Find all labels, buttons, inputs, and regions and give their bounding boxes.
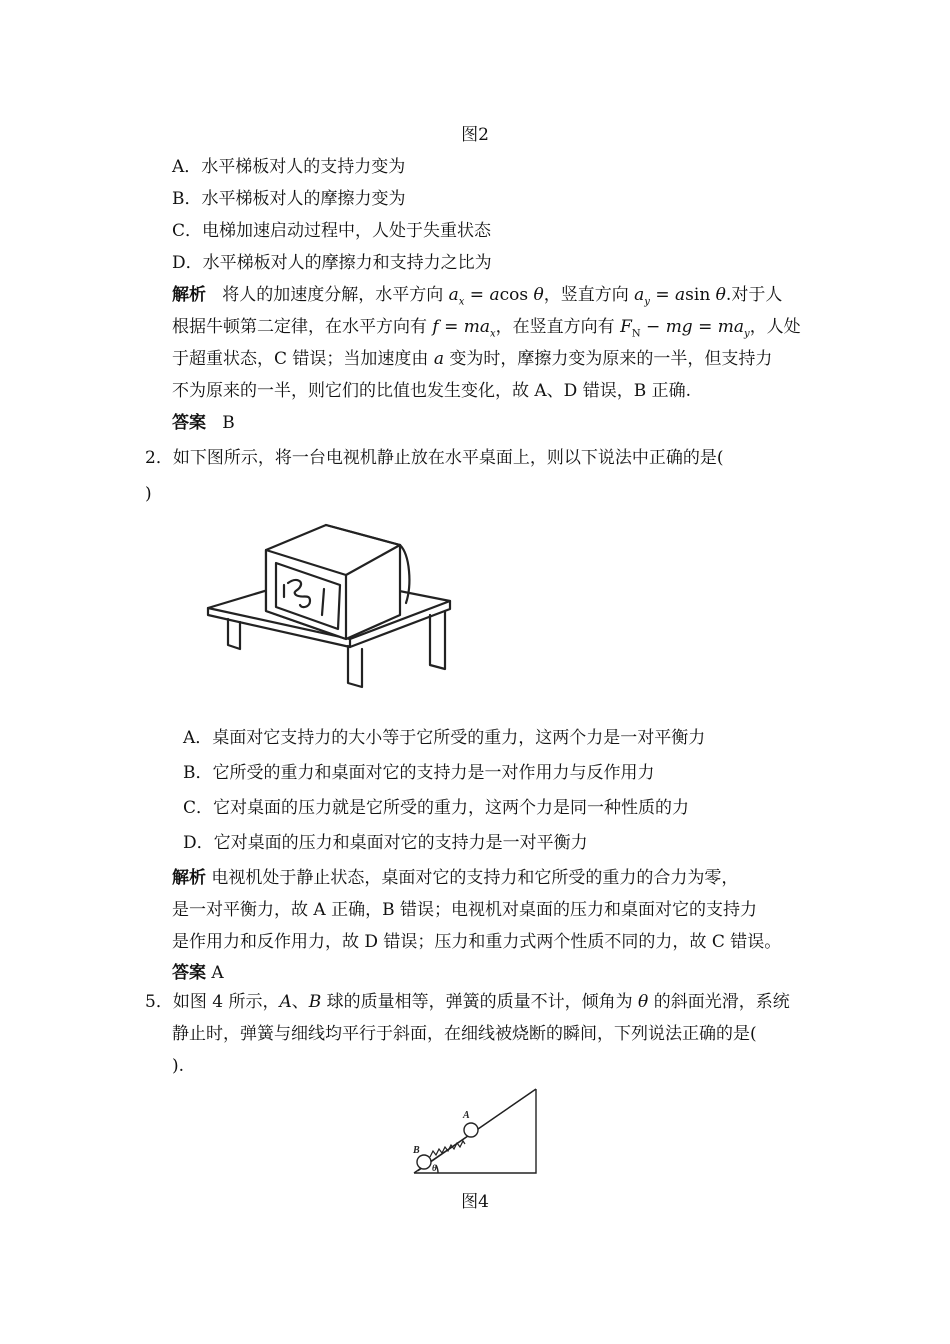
sin: sin — [685, 285, 716, 305]
subscript-x: x — [490, 328, 496, 340]
var-theta: θ — [638, 992, 649, 1012]
q2-option-c: C．它对桌面的压力就是它所受的重力，这两个力是同一种性质的力 — [183, 798, 690, 818]
tv-on-table-figure — [200, 515, 465, 695]
q1-analysis-line-2 — [172, 315, 801, 346]
q5-stem-line-2: 静止时，弹簧与细线均平行于斜面，在细线被烧断的瞬间，下列说法正确的是( — [172, 1024, 757, 1044]
q1-analysis-text: ，在竖直方向有 — [495, 317, 621, 337]
incline-figure — [408, 1085, 543, 1180]
var-a: a — [634, 285, 645, 305]
q5-stem-text: 的斜面光滑，系统 — [648, 992, 790, 1012]
eq: = — [464, 285, 490, 305]
var-mg: mg — [665, 317, 693, 337]
q1-analysis-label: 解析 — [172, 285, 206, 305]
label-a: A — [463, 1110, 470, 1121]
q1-analysis-text: .对于人 — [725, 285, 783, 305]
subscript-y: y — [744, 328, 750, 340]
var-A: A — [279, 992, 292, 1012]
q1-analysis-text: 根据牛顿第二定律，在水平方向有 — [172, 317, 433, 337]
q5-stem-text: 5．如图 4 所示， — [145, 992, 280, 1012]
q1-analysis-text: ，竖直方向 — [543, 285, 635, 305]
q1-answer-label: 答案 — [172, 413, 206, 433]
subscript-N: N — [631, 328, 641, 340]
ball-b — [417, 1155, 431, 1169]
q1-option-b: B．水平梯板对人的摩擦力变为 — [172, 189, 406, 209]
var-F: F — [620, 317, 632, 337]
eq: = — [692, 317, 718, 337]
q2-answer — [172, 961, 224, 985]
figure-4-caption: 图4 — [461, 1192, 489, 1212]
var-theta: θ — [533, 285, 544, 305]
var-ma: ma — [717, 317, 745, 337]
q1-option-d: D．水平梯板对人的摩擦力和支持力之比为 — [172, 253, 492, 273]
q2-analysis-label: 解析 — [172, 868, 206, 888]
q1-analysis-text: ，人处 — [749, 317, 801, 337]
q2-analysis-line-1 — [172, 866, 738, 890]
q2-option-a: A．桌面对它支持力的大小等于它所受的重力，这两个力是一对平衡力 — [183, 728, 706, 748]
q2-analysis-text: 电视机处于静止状态，桌面对它的支持力和它所受的重力的合力为零， — [211, 868, 739, 888]
q1-analysis-line-3 — [172, 347, 772, 371]
label-b: B — [413, 1145, 420, 1156]
var-theta: θ — [715, 285, 726, 305]
q2-answer-label: 答案 — [172, 963, 206, 983]
q5-stem-text: 球的质量相等，弹簧的质量不计，倾角为 — [321, 992, 639, 1012]
subscript-y: y — [644, 296, 650, 308]
spring — [430, 1141, 465, 1157]
q1-analysis-text: 将人的加速度分解，水平方向 — [222, 285, 449, 305]
var-a: a — [433, 349, 444, 369]
q1-analysis-line-1 — [172, 283, 782, 314]
q2-stem-line-2: ) — [145, 484, 152, 504]
q2-option-b: B．它所受的重力和桌面对它的支持力是一对作用力与反作用力 — [183, 763, 655, 783]
q2-option-d: D．它对桌面的压力和桌面对它的支持力是一对平衡力 — [183, 833, 588, 853]
cos: cos — [499, 285, 534, 305]
q1-analysis-line-4: 不为原来的一半，则它们的比值也发生变化，故 A、D 错误，B 正确. — [172, 381, 692, 401]
q1-answer-value: B — [222, 413, 235, 433]
q2-stem-line-1: 2．如下图所示，将一台电视机静止放在水平桌面上，则以下说法中正确的是( — [145, 448, 724, 468]
var-a: a — [675, 285, 686, 305]
var-f: f — [432, 317, 439, 337]
var-a: a — [448, 285, 459, 305]
q1-answer — [172, 411, 235, 435]
q2-analysis-line-3: 是作用力和反作用力，故 D 错误；压力和重力式两个性质不同的力，故 C 错误。 — [172, 932, 782, 952]
q5-separator: 、 — [291, 992, 309, 1012]
minus: − — [640, 317, 666, 337]
eq: = — [438, 317, 464, 337]
var-B: B — [308, 992, 322, 1012]
eq: = — [649, 285, 676, 305]
var-ma: ma — [463, 317, 491, 337]
q1-option-c: C．电梯加速启动过程中，人处于失重状态 — [172, 221, 492, 241]
q5-stem-line-1 — [145, 990, 790, 1014]
var-a: a — [489, 285, 500, 305]
q5-stem-line-3: ). — [172, 1056, 185, 1076]
q2-answer-value: A — [211, 963, 224, 983]
subscript-x: x — [458, 296, 465, 308]
ball-a — [464, 1123, 478, 1137]
label-theta: θ — [432, 1163, 437, 1173]
q1-option-a: A．水平梯板对人的支持力变为 — [172, 157, 406, 177]
q1-analysis-text: 变为时，摩擦力变为原来的一半，但支持力 — [443, 349, 773, 369]
q2-analysis-line-2: 是一对平衡力，故 A 正确，B 错误；电视机对桌面的压力和桌面对它的支持力 — [172, 900, 757, 920]
figure-2-caption: 图2 — [461, 125, 489, 145]
q1-analysis-text: 于超重状态，C 错误；当加速度由 — [172, 349, 434, 369]
